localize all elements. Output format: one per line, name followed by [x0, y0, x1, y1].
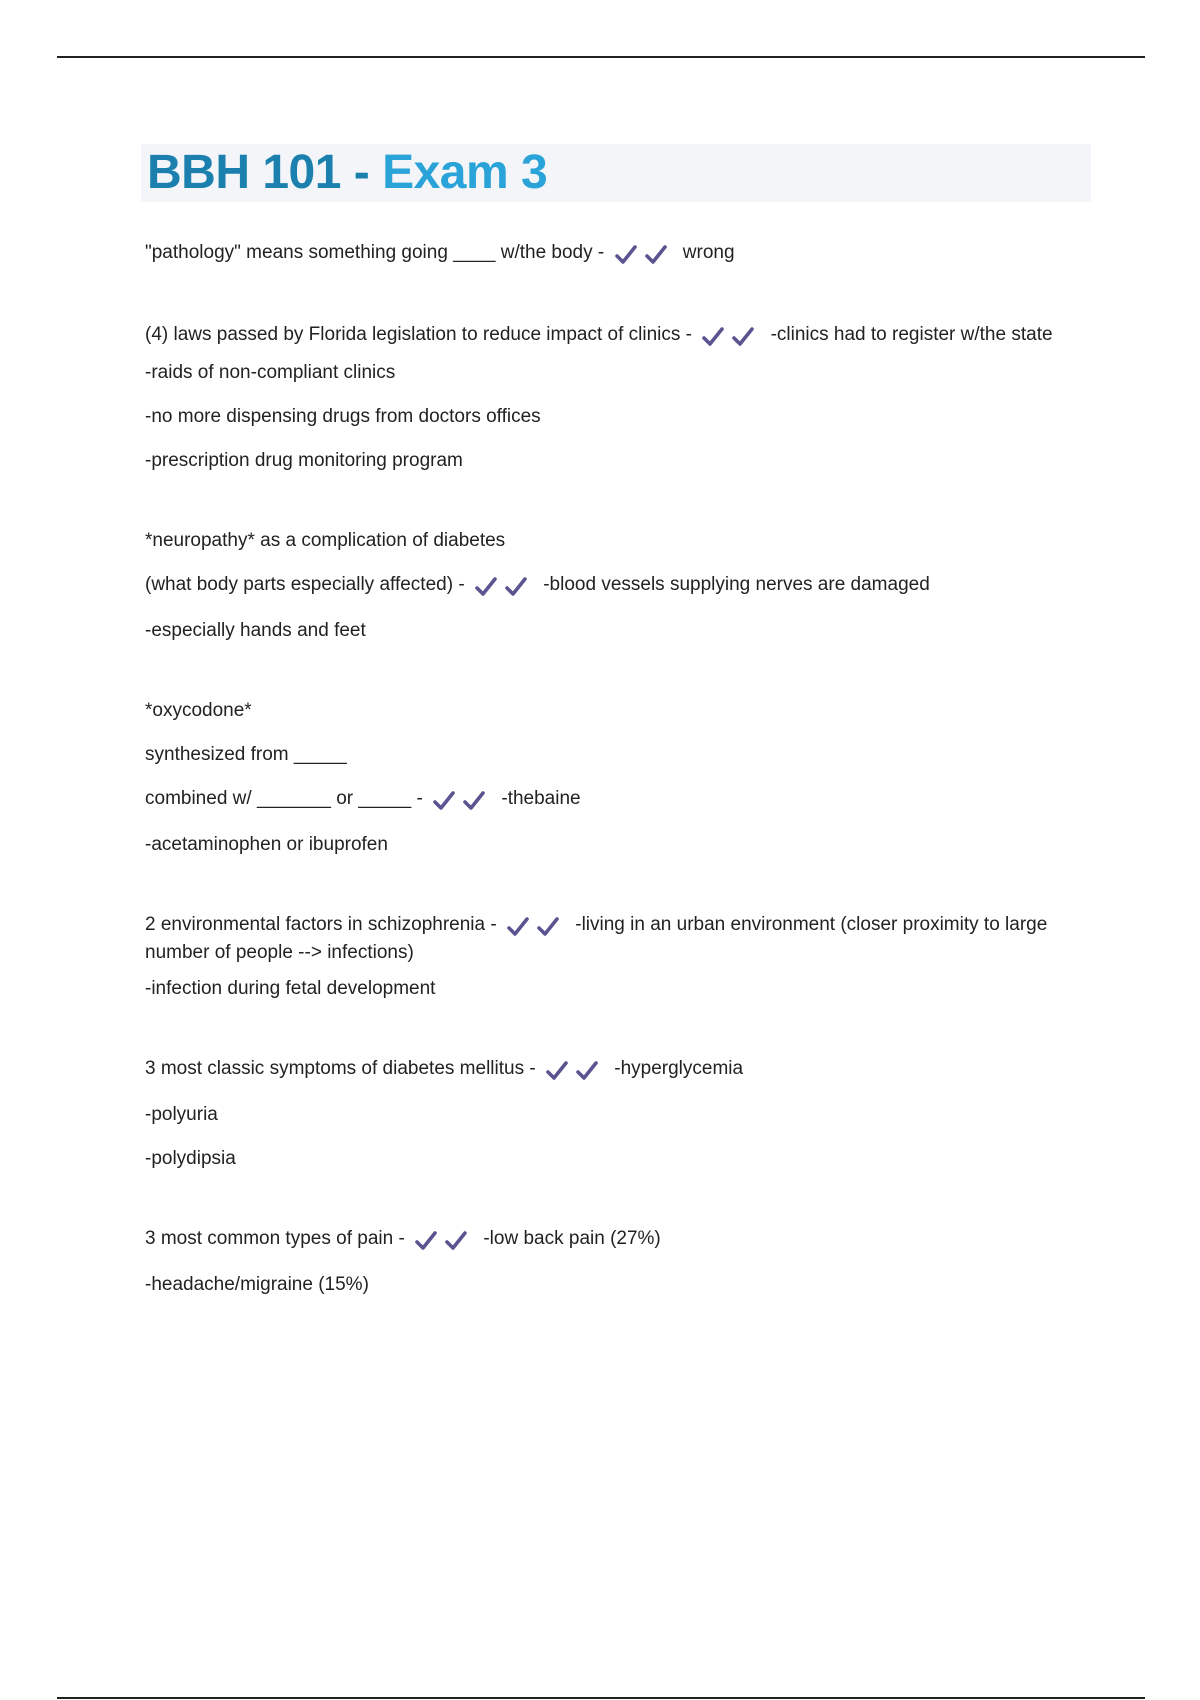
- bottom-rule: [57, 1697, 1145, 1699]
- flashcard: [145, 1226, 1065, 1298]
- check-icon-pair: [545, 1058, 605, 1084]
- answer-line: -polydipsia: [145, 1148, 236, 1169]
- top-rule: [57, 56, 1145, 58]
- page-title: [147, 148, 547, 198]
- question-answer-line: [145, 240, 1065, 268]
- check-icon: [614, 244, 638, 266]
- check-icon: [432, 790, 456, 812]
- check-icon: [506, 916, 530, 938]
- answer-text: -low back pain (27%): [483, 1228, 661, 1249]
- question-line: synthesized from _____: [145, 744, 347, 765]
- question-answer-line: [145, 786, 1065, 814]
- check-icon-pair: [701, 324, 761, 350]
- check-icon: [462, 790, 486, 812]
- answer-line: -especially hands and feet: [145, 620, 366, 641]
- flashcard: [145, 528, 1065, 644]
- answer-line: -no more dispensing drugs from doctors offices: [145, 406, 541, 427]
- flashcard-list: [145, 240, 1065, 1352]
- question-answer-line: [145, 912, 1065, 966]
- check-icon-pair: [414, 1228, 474, 1254]
- check-icon-pair: [614, 242, 674, 268]
- answer-text: -blood vessels supplying nerves are damaged: [543, 574, 930, 595]
- check-icon-pair: [474, 574, 534, 600]
- check-icon: [644, 244, 668, 266]
- answer-line: -infection during fetal development: [145, 978, 436, 999]
- answer-text: -clinics had to register w/the state: [770, 324, 1053, 345]
- question-line: *oxycodone*: [145, 700, 252, 721]
- check-icon-pair: [506, 914, 566, 940]
- answer-text: wrong: [682, 242, 735, 263]
- check-icon: [701, 326, 725, 348]
- question-text: (4) laws passed by Florida legislation to reduce impact of clinics -: [145, 324, 693, 345]
- check-icon: [731, 326, 755, 348]
- flashcard: [145, 912, 1065, 1002]
- check-icon: [414, 1230, 438, 1252]
- check-icon: [474, 576, 498, 598]
- question-text: combined w/ _______ or _____ -: [145, 788, 423, 809]
- answer-line: -headache/migraine (15%): [145, 1274, 369, 1295]
- question-answer-line: [145, 572, 1065, 600]
- question-answer-line: [145, 1056, 1065, 1084]
- flashcard: [145, 698, 1065, 858]
- question-text: (what body parts especially affected) -: [145, 574, 465, 595]
- title-separator: -: [353, 146, 370, 199]
- question-line: *neuropathy* as a complication of diabetes: [145, 530, 506, 551]
- question-text: "pathology" means something going ____ w/the body -: [145, 242, 605, 263]
- answer-text: -living in an urban environment (closer proximity to large number of people --> infections): [145, 914, 1048, 963]
- answer-text: -thebaine: [501, 788, 581, 809]
- question-text: 3 most common types of pain -: [145, 1228, 405, 1249]
- check-icon: [545, 1060, 569, 1082]
- flashcard: [145, 240, 1065, 268]
- answer-text: -hyperglycemia: [614, 1058, 744, 1079]
- answer-line: -raids of non-compliant clinics: [145, 362, 396, 383]
- flashcard: [145, 322, 1065, 474]
- question-text: 2 environmental factors in schizophrenia -: [145, 914, 497, 935]
- check-icon: [575, 1060, 599, 1082]
- check-icon: [536, 916, 560, 938]
- question-text: 3 most classic symptoms of diabetes mellitus -: [145, 1058, 536, 1079]
- title-exam: Exam 3: [382, 146, 548, 199]
- answer-line: -prescription drug monitoring program: [145, 450, 463, 471]
- answer-line: -acetaminophen or ibuprofen: [145, 834, 388, 855]
- question-answer-line: [145, 322, 1065, 350]
- title-course: BBH 101: [147, 146, 341, 199]
- flashcard: [145, 1056, 1065, 1172]
- answer-line: -polyuria: [145, 1104, 218, 1125]
- check-icon: [444, 1230, 468, 1252]
- title-banner: [141, 144, 1091, 202]
- question-answer-line: [145, 1226, 1065, 1254]
- check-icon-pair: [432, 788, 492, 814]
- check-icon: [504, 576, 528, 598]
